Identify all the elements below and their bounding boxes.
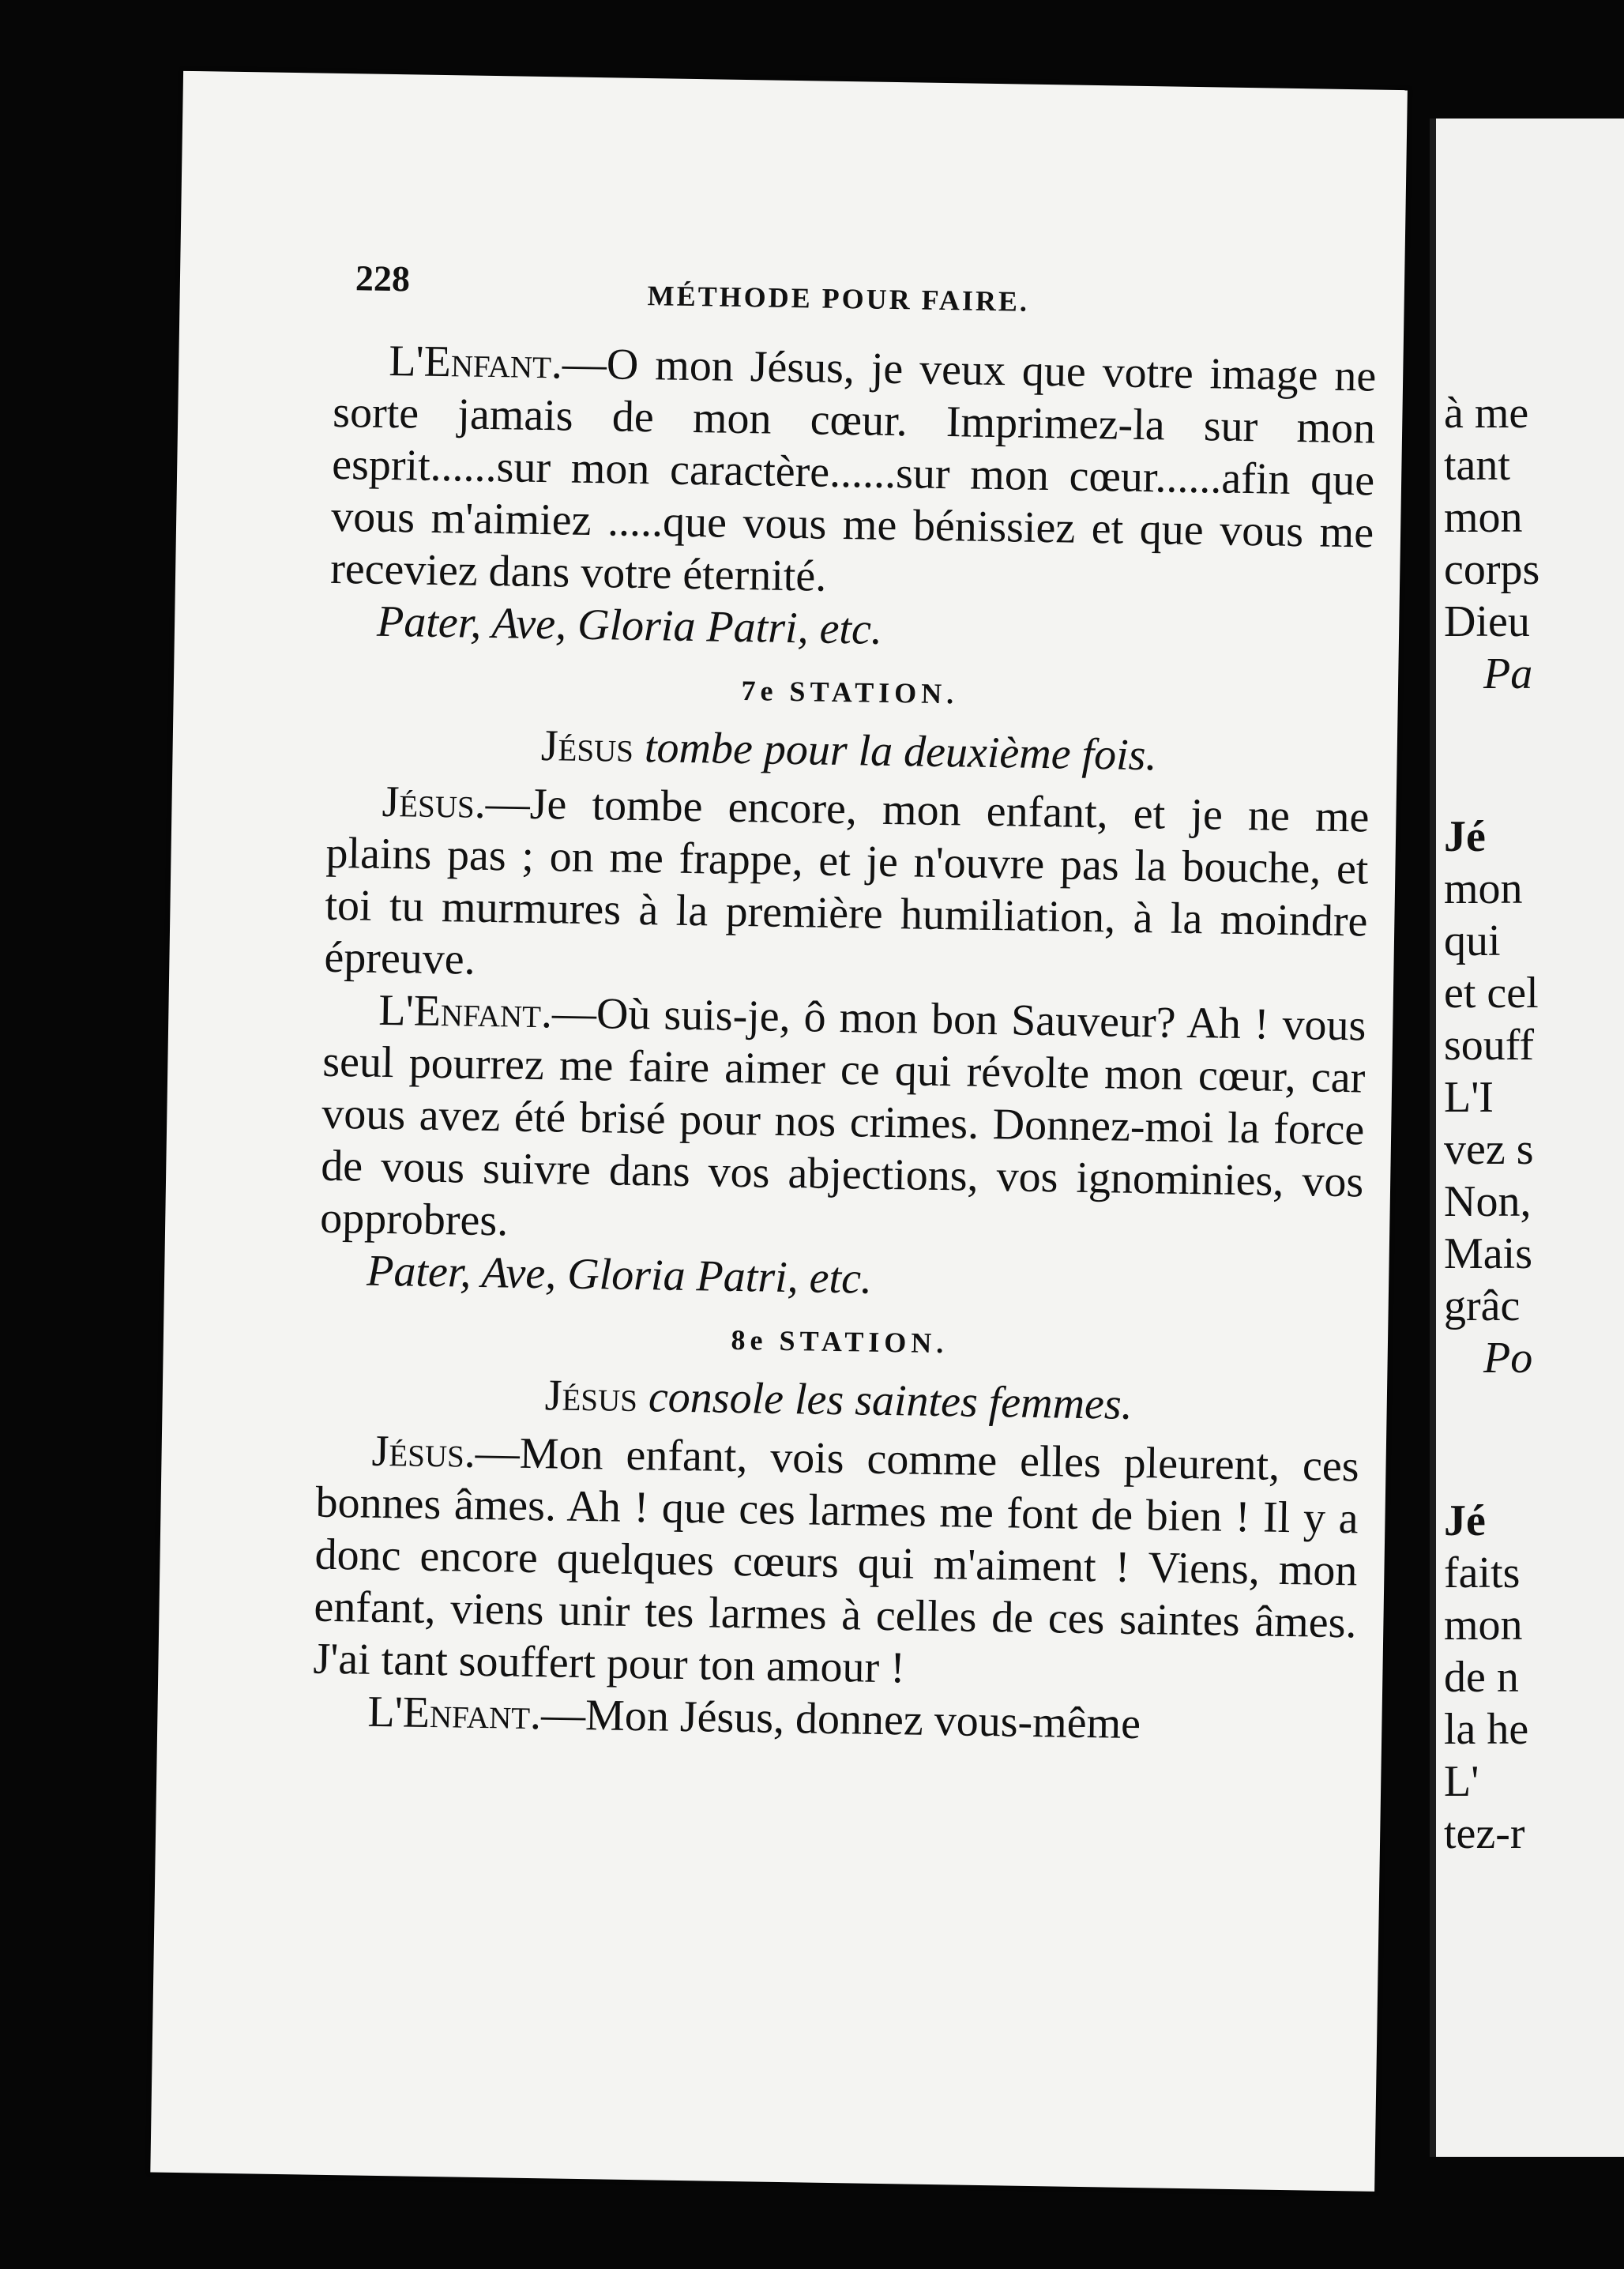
fragment-line: de n <box>1444 1653 1519 1702</box>
fragment-line: L'I <box>1444 1073 1494 1122</box>
running-head: MÉTHODE POUR FAIRE. <box>647 280 1030 318</box>
fragment-line: Pa <box>1483 649 1533 698</box>
fragment-line: grâc <box>1444 1281 1521 1330</box>
dialogue-paragraph <box>330 334 1377 611</box>
fragment-line: tant <box>1444 441 1510 490</box>
fragment-line: Jé <box>1444 812 1486 861</box>
dialogue-text: —Je tombe encore, mon enfant, et je ne me plains pas ; on me frappe, et je n'ouvre pas la bouche, et toi tu murmures à la première humiliation, à la moindre épreuve. <box>324 778 1370 984</box>
dialogue-paragraph <box>324 775 1370 1000</box>
station-subject: Jésus <box>540 721 634 772</box>
fragment-line: Dieu <box>1444 597 1530 646</box>
speaker-label: Jésus. <box>382 777 487 828</box>
fragment-line: Po <box>1483 1334 1533 1383</box>
fragment-line: et cel <box>1444 969 1539 1018</box>
station-description: console les saintes femmes. <box>648 1372 1133 1429</box>
dialogue-paragraph <box>313 1424 1359 1702</box>
left-page <box>150 71 1408 2192</box>
fragment-line: la he <box>1444 1705 1529 1754</box>
fragment-line: Jé <box>1444 1496 1486 1545</box>
dialogue-text: —Mon enfant, vois comme elles pleurent, ces bonnes âmes. Ah ! que ces larmes me font de bien ! Il y a donc encore quelques cœurs qui m'aiment ! Viens, mon enfant, viens unir tes larmes à celles de ces saintes âmes. J'ai tant souffert pour ton amour ! <box>313 1428 1360 1693</box>
speaker-label: L'Enfant. <box>367 1687 542 1740</box>
prayer-line: Pater, Ave, Gloria Patri, etc. <box>376 596 883 654</box>
station-subject: Jésus <box>544 1371 638 1422</box>
fragment-line: mon <box>1444 1601 1523 1650</box>
right-page-fragments <box>1444 387 1624 1860</box>
fragment-line: vez s <box>1444 1125 1534 1174</box>
fragment-line: tez-r <box>1444 1809 1525 1858</box>
dialogue-paragraph <box>320 984 1366 1261</box>
dialogue-text: —O mon Jésus, je veux que votre image ne sorte jamais de mon cœur. Imprimez-la sur mon esprit......sur mon caractère......sur mon cœur......afin que vous m'aimiez .....que vous me bénissiez et que vous me receviez dans votre éternité. <box>329 339 1377 601</box>
page-header <box>355 257 1382 328</box>
body-text <box>312 334 1377 1754</box>
station-description: tombe pour la deuxième fois. <box>644 723 1157 781</box>
fragment-line: qui <box>1444 916 1501 965</box>
fragment-line: corps <box>1444 545 1540 594</box>
dialogue-text: —Où suis-je, ô mon bon Sauveur? Ah ! vous seul pourrez me faire aimer ce qui révolte mon cœur, car vous avez été brisé pour nos crimes. Donnez-moi la force de vous suivre dans vos abjections, vos ignominies, vos opprobres. <box>319 988 1366 1246</box>
fragment-line: souff <box>1444 1021 1535 1070</box>
dialogue-text: —Mon Jésus, donnez vous-même <box>540 1690 1141 1749</box>
page-number: 228 <box>355 258 411 299</box>
right-page-edge <box>1430 119 1624 2157</box>
speaker-label: L'Enfant. <box>388 336 563 389</box>
station-title <box>327 717 1370 785</box>
fragment-line: mon <box>1444 493 1523 542</box>
prayer-line: Pater, Ave, Gloria Patri, etc. <box>366 1246 873 1304</box>
fragment-line: mon <box>1444 864 1523 913</box>
fragment-line: L' <box>1444 1757 1479 1806</box>
speaker-label: L'Enfant. <box>378 985 553 1038</box>
fragment-line: à me <box>1444 389 1529 438</box>
fragment-line: Non, <box>1444 1177 1532 1226</box>
station-heading: 7e STATION. <box>741 675 959 710</box>
speaker-label: Jésus. <box>371 1426 476 1477</box>
fragment-line: faits <box>1444 1548 1521 1597</box>
station-heading: 8e STATION. <box>731 1323 949 1360</box>
station-title <box>317 1366 1360 1435</box>
fragment-line: Mais <box>1444 1229 1532 1278</box>
